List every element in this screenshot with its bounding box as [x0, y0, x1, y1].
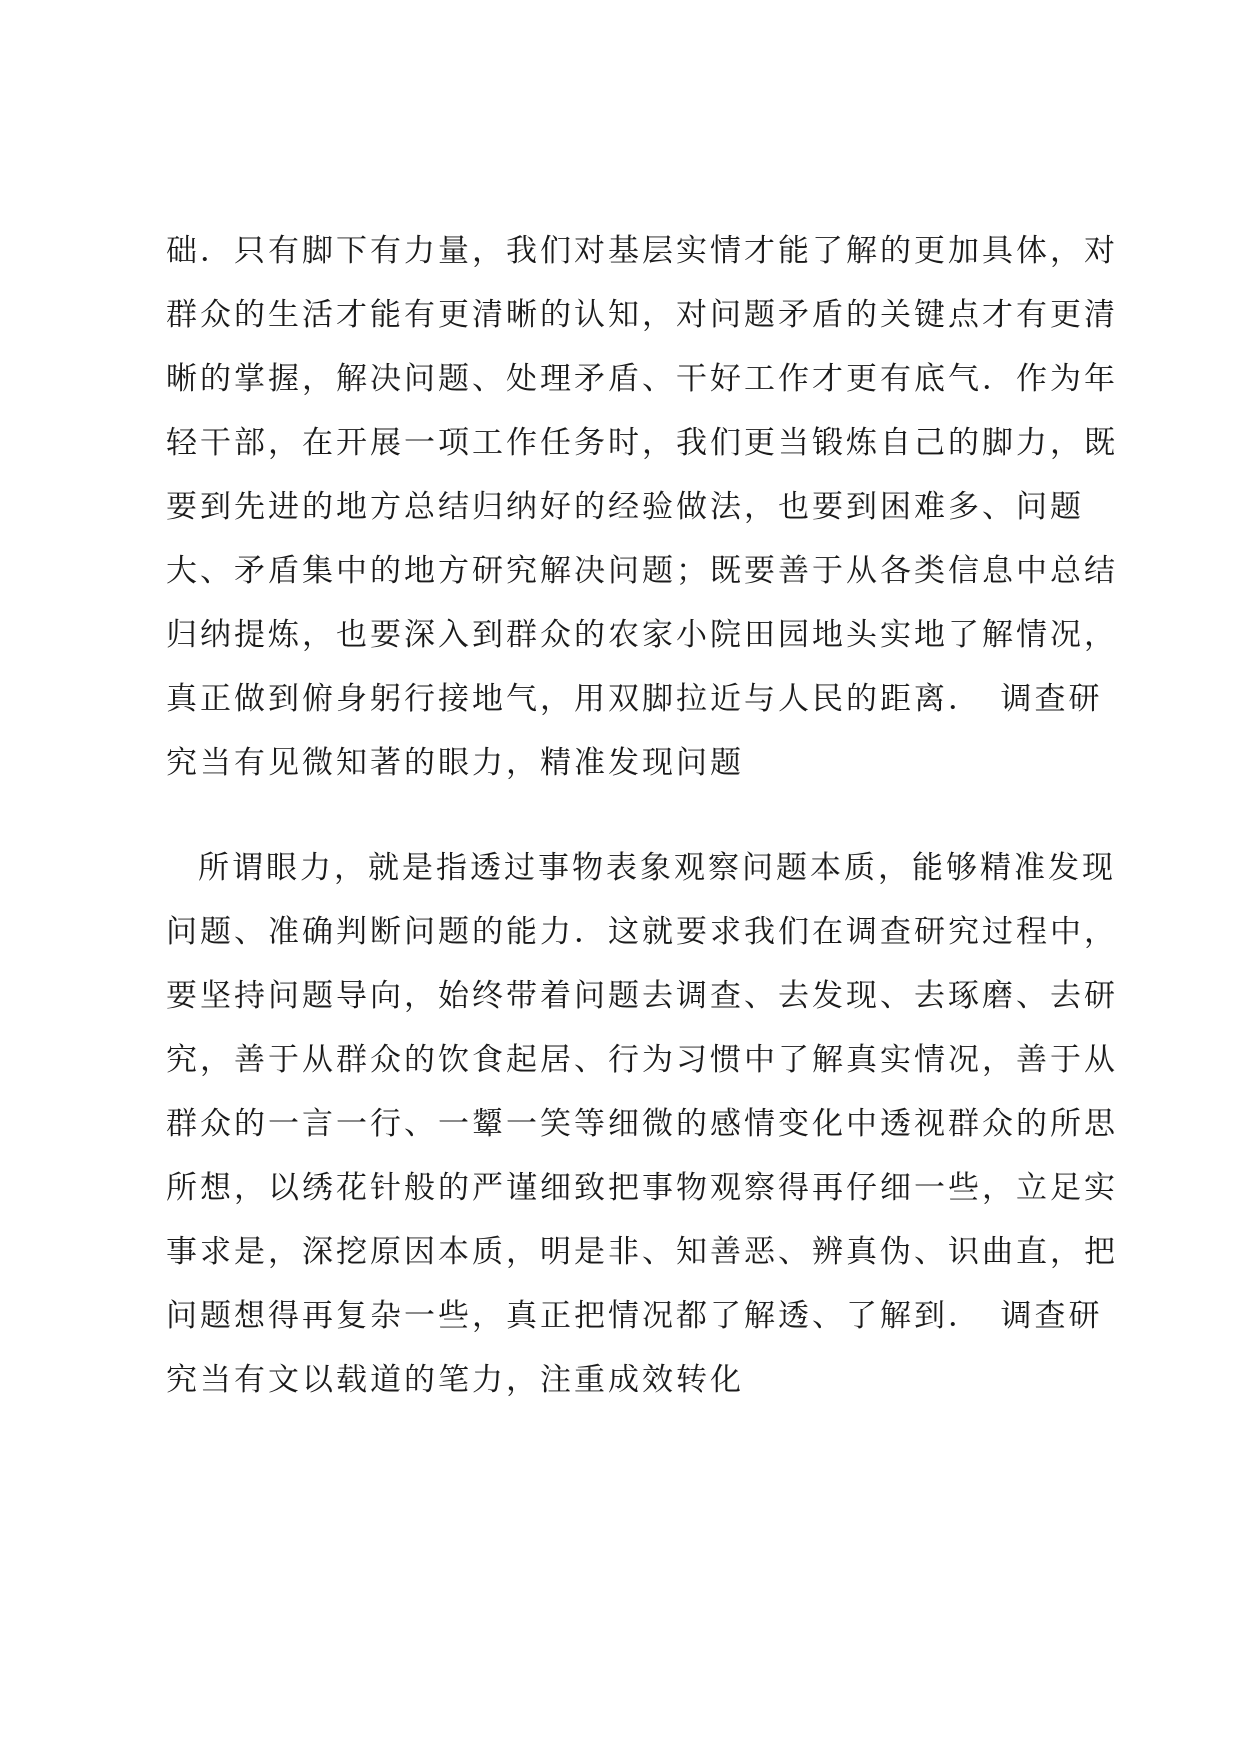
text-line: 究当有文以载道的笔力，注重成效转化	[166, 1362, 744, 1398]
text-line: 础．只有脚下有力量，我们对基层实情才能了解的更加具体，对	[166, 233, 1118, 269]
text-line: 究当有见微知著的眼力，精准发现问题	[166, 745, 744, 781]
text-line: 群众的一言一行、一颦一笑等细微的感情变化中透视群众的所思	[166, 1106, 1118, 1142]
paragraph-1	[166, 219, 1118, 795]
text-line: 所想，以绣花针般的严谨细致把事物观察得再仔细一些，立足实	[166, 1170, 1118, 1206]
text-line: 问题、准确判断问题的能力．这就要求我们在调查研究过程中，	[166, 914, 1118, 950]
text-line: 要坚持问题导向，始终带着问题去调查、去发现、去琢磨、去研	[166, 978, 1118, 1014]
text-line: 归纳提炼，也要深入到群众的农家小院田园地头实地了解情况，	[166, 617, 1118, 653]
text-line: 晰的掌握，解决问题、处理矛盾、干好工作才更有底气．作为年	[166, 361, 1118, 397]
text-line: 群众的生活才能有更清晰的认知，对问题矛盾的关键点才有更清	[166, 297, 1118, 333]
text-line: 大、矛盾集中的地方研究解决问题；既要善于从各类信息中总结	[166, 553, 1118, 589]
text-line: 事求是，深挖原因本质，明是非、知善恶、辨真伪、识曲直，把	[166, 1234, 1118, 1270]
paragraph-2	[166, 836, 1118, 1412]
text-line: 究，善于从群众的饮食起居、行为习惯中了解真实情况，善于从	[166, 1042, 1118, 1078]
text-line: 轻干部，在开展一项工作任务时，我们更当锻炼自己的脚力，既	[166, 425, 1118, 461]
text-line: 真正做到俯身躬行接地气，用双脚拉近与人民的距离． 调查研	[166, 681, 1103, 717]
text-line: 问题想得再复杂一些，真正把情况都了解透、了解到． 调查研	[166, 1298, 1103, 1334]
text-line: 所谓眼力，就是指透过事物表象观察问题本质，能够精准发现	[198, 850, 1116, 886]
text-line: 要到先进的地方总结归纳好的经验做法，也要到困难多、问题	[166, 489, 1084, 525]
